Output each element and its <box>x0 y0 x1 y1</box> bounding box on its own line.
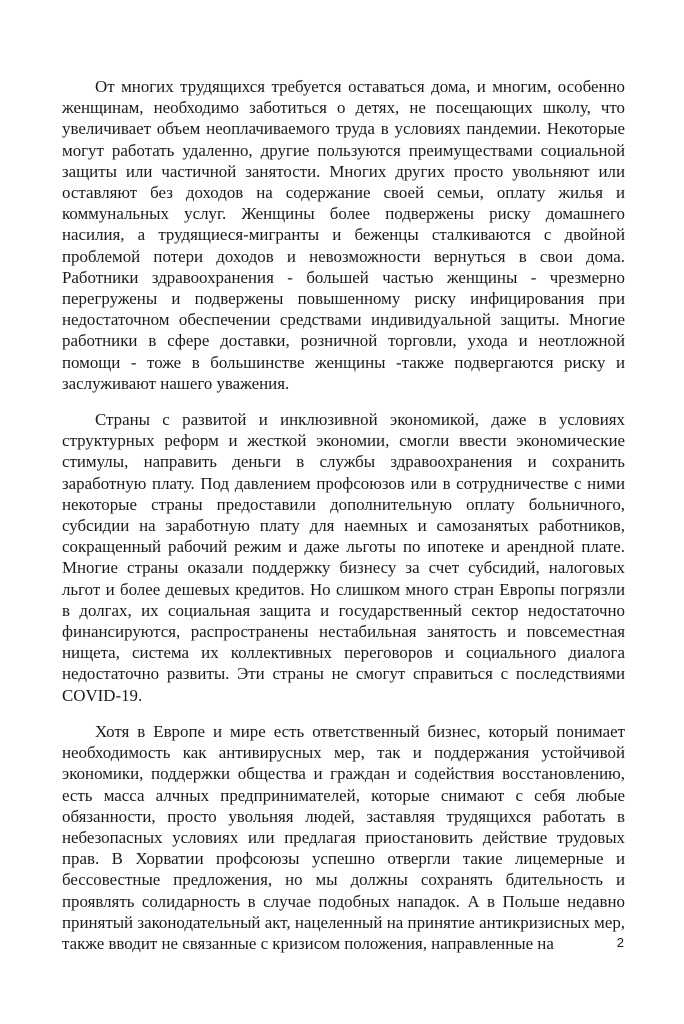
body-text <box>62 76 625 954</box>
paragraph: От многих трудящихся требуется оставаться дома, и многим, особенно женщинам, необходимо заботиться о детях, не посещающих школу, что увеличивает объем неоплачиваемого труда в условиях пандемии. Некоторые могут работать удаленно, другие пользуются преимуществами социальной защиты или частичной занятости. Многих других просто увольняют или оставляют без доходов на содержание своей семьи, оплату жилья и коммунальных услуг. Женщины более подвержены риску домашнего насилия, а трудящиеся-мигранты и беженцы сталкиваются с двойной проблемой потери доходов и невозможности вернуться в свои дома. Работники здравоохранения - большей частью женщины - чрезмерно перегружены и подвержены повышенному риску инфицирования при недостаточном обеспечении средствами индивидуальной защиты. Многие работники в сфере доставки, розничной торговли, ухода и неотложной помощи - тоже в большинстве женщины -также подвергаются риску и заслуживают нашего уважения. <box>62 77 625 393</box>
paragraph: Страны с развитой и инклюзивной экономикой, даже в условиях структурных реформ и жесткой экономии, смогли ввести экономические стимулы, направить деньги в службы здравоохранения и сохранить заработную плату. Под давлением профсоюзов или в сотрудничестве с ними некоторые страны предоставили дополнительную оплату больничного, субсидии на заработную плату для наемных и самозанятых работников, сокращенный рабочий режим и даже льготы по ипотеке и арендной плате. Многие страны оказали поддержку бизнесу за счет субсидий, налоговых льгот и более дешевых кредитов. Но слишком много стран Европы погрязли в долгах, их социальная защита и государственный сектор недостаточно финансируются, распространены нестабильная занятость и повсеместная нищета, система их коллективных переговоров и социального диалога недостаточно развиты. Эти страны не смогут справиться с последствиями COVID-19. <box>62 410 625 705</box>
page-number: 2 <box>616 935 624 950</box>
paragraph: Хотя в Европе и мире есть ответственный бизнес, который понимает необходимость как антивирусных мер, так и поддержания устойчивой экономики, поддержки общества и граждан и содействия восстановлению, есть масса алчных предпринимателей, которые снимают с себя любые обязанности, просто увольняя людей, заставляя трудящихся работать в небезопасных условиях или предлагая приостановить действие трудовых прав. В Хорватии профсоюзы успешно отвергли такие лицемерные и бессовестные предложения, но мы должны сохранять бдительность и проявлять солидарность в случае подобных нападок. А в Польше недавно принятый законодательный акт, нацеленный на принятие антикризисных мер, также вводит не связанные с кризисом положения, направленные на <box>62 721 625 953</box>
